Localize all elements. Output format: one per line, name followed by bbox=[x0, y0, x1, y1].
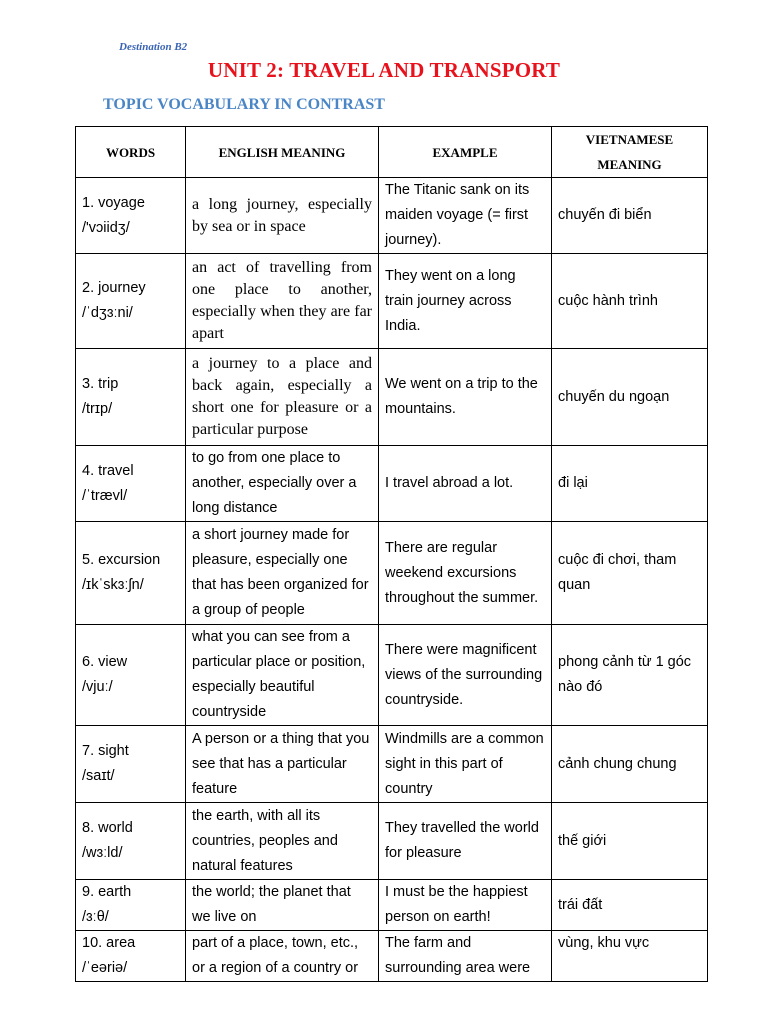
example-cell: The Titanic sank on its maiden voyage (= first journey). bbox=[379, 178, 552, 254]
vietnamese-meaning-cell: chuyến du ngoạn bbox=[552, 349, 708, 446]
word-cell bbox=[76, 625, 186, 726]
vietnamese-meaning-cell: cuộc đi chơi, tham quan bbox=[552, 522, 708, 625]
section-subtitle: TOPIC VOCABULARY IN CONTRAST bbox=[103, 96, 385, 113]
word-pronunciation: /ɜːθ/ bbox=[82, 909, 109, 925]
vocabulary-table bbox=[75, 126, 708, 982]
example-cell: They went on a long train journey across India. bbox=[379, 254, 552, 349]
vietnamese-meaning-cell: đi lại bbox=[552, 446, 708, 522]
english-meaning-cell: A person or a thing that you see that has a particular feature bbox=[186, 726, 379, 803]
table-row bbox=[76, 446, 708, 522]
word-text: 5. excursion bbox=[82, 552, 161, 568]
english-meaning-cell: the world; the planet that we live on bbox=[186, 880, 379, 931]
english-meaning-cell: a journey to a place and back again, especially a short one for pleasure or a particular purpose bbox=[186, 349, 379, 446]
table-row bbox=[76, 880, 708, 931]
word-pronunciation: /saɪt/ bbox=[82, 768, 115, 784]
page-title: UNIT 2: TRAVEL AND TRANSPORT bbox=[207, 58, 561, 82]
word-text: 2. journey bbox=[82, 280, 146, 296]
table-row bbox=[76, 931, 708, 982]
english-meaning-cell: a long journey, especially by sea or in space bbox=[186, 178, 379, 254]
vietnamese-meaning-cell: vùng, khu vực bbox=[552, 931, 708, 982]
vietnamese-meaning-cell: thế giới bbox=[552, 803, 708, 880]
table-header-row bbox=[76, 127, 708, 178]
word-pronunciation: /trɪp/ bbox=[82, 401, 113, 417]
vietnamese-meaning-cell: cảnh chung chung bbox=[552, 726, 708, 803]
word-cell bbox=[76, 726, 186, 803]
vietnamese-meaning-cell: phong cảnh từ 1 góc nào đó bbox=[552, 625, 708, 726]
word-pronunciation: /ɪkˈskɜːʃn/ bbox=[82, 577, 144, 593]
word-text: 4. travel bbox=[82, 462, 134, 479]
table-row bbox=[76, 254, 708, 349]
word-text: 8. world bbox=[82, 820, 133, 836]
word-cell bbox=[76, 803, 186, 880]
word-cell bbox=[76, 254, 186, 349]
example-cell: I must be the happiest person on earth! bbox=[379, 880, 552, 931]
word-pronunciation: /wɜːld/ bbox=[82, 845, 123, 861]
vietnamese-meaning-cell: trái đất bbox=[552, 880, 708, 931]
word-cell bbox=[76, 522, 186, 625]
word-text: 3. trip bbox=[82, 376, 119, 392]
table-row bbox=[76, 349, 708, 446]
english-meaning-cell: part of a place, town, etc., or a region of a country or bbox=[186, 931, 379, 982]
example-cell: There are regular weekend excursions throughout the summer. bbox=[379, 522, 552, 625]
english-meaning-cell: a short journey made for pleasure, especially one that has been organized for a group of people bbox=[186, 522, 379, 625]
table-row bbox=[76, 726, 708, 803]
english-meaning-cell: to go from one place to another, especially over a long distance bbox=[186, 446, 379, 522]
word-pronunciation: /ˈeəriə/ bbox=[82, 960, 128, 976]
word-pronunciation: /ˈtrævl/ bbox=[82, 487, 128, 504]
column-header-english-meaning: ENGLISH MEANING bbox=[186, 127, 379, 178]
column-header-words: WORDS bbox=[76, 127, 186, 178]
example-cell: The farm and surrounding area were bbox=[379, 931, 552, 982]
word-cell bbox=[76, 178, 186, 254]
example-cell: They travelled the world for pleasure bbox=[379, 803, 552, 880]
column-header-example: EXAMPLE bbox=[379, 127, 552, 178]
word-cell bbox=[76, 349, 186, 446]
word-text: 6. view bbox=[82, 654, 128, 670]
word-text: 10. area bbox=[82, 935, 136, 951]
word-cell bbox=[76, 880, 186, 931]
example-cell: Windmills are a common sight in this part of country bbox=[379, 726, 552, 803]
word-cell bbox=[76, 446, 186, 522]
table-row bbox=[76, 178, 708, 254]
english-meaning-cell: the earth, with all its countries, peoples and natural features bbox=[186, 803, 379, 880]
word-cell bbox=[76, 931, 186, 982]
table-row bbox=[76, 522, 708, 625]
word-pronunciation: /vjuː/ bbox=[82, 679, 113, 695]
column-header-vietnamese-meaning: VIETNAMESE MEANING bbox=[552, 127, 708, 178]
table-row bbox=[76, 625, 708, 726]
vietnamese-meaning-cell: chuyến đi biển bbox=[552, 178, 708, 254]
word-text: 1. voyage bbox=[82, 194, 145, 211]
document-header: Destination B2 bbox=[119, 41, 188, 53]
english-meaning-cell: an act of travelling from one place to another, especially when they are far apart bbox=[186, 254, 379, 349]
example-cell: There were magnificent views of the surrounding countryside. bbox=[379, 625, 552, 726]
word-pronunciation: /ˈdʒɜːni/ bbox=[82, 305, 133, 321]
example-cell: I travel abroad a lot. bbox=[379, 446, 552, 522]
word-text: 9. earth bbox=[82, 884, 132, 900]
vietnamese-meaning-cell: cuộc hành trình bbox=[552, 254, 708, 349]
word-pronunciation: /'vɔiidʒ/ bbox=[82, 219, 130, 236]
table-row bbox=[76, 803, 708, 880]
example-cell: We went on a trip to the mountains. bbox=[379, 349, 552, 446]
word-text: 7. sight bbox=[82, 743, 129, 759]
english-meaning-cell: what you can see from a particular place or position, especially beautiful countryside bbox=[186, 625, 379, 726]
